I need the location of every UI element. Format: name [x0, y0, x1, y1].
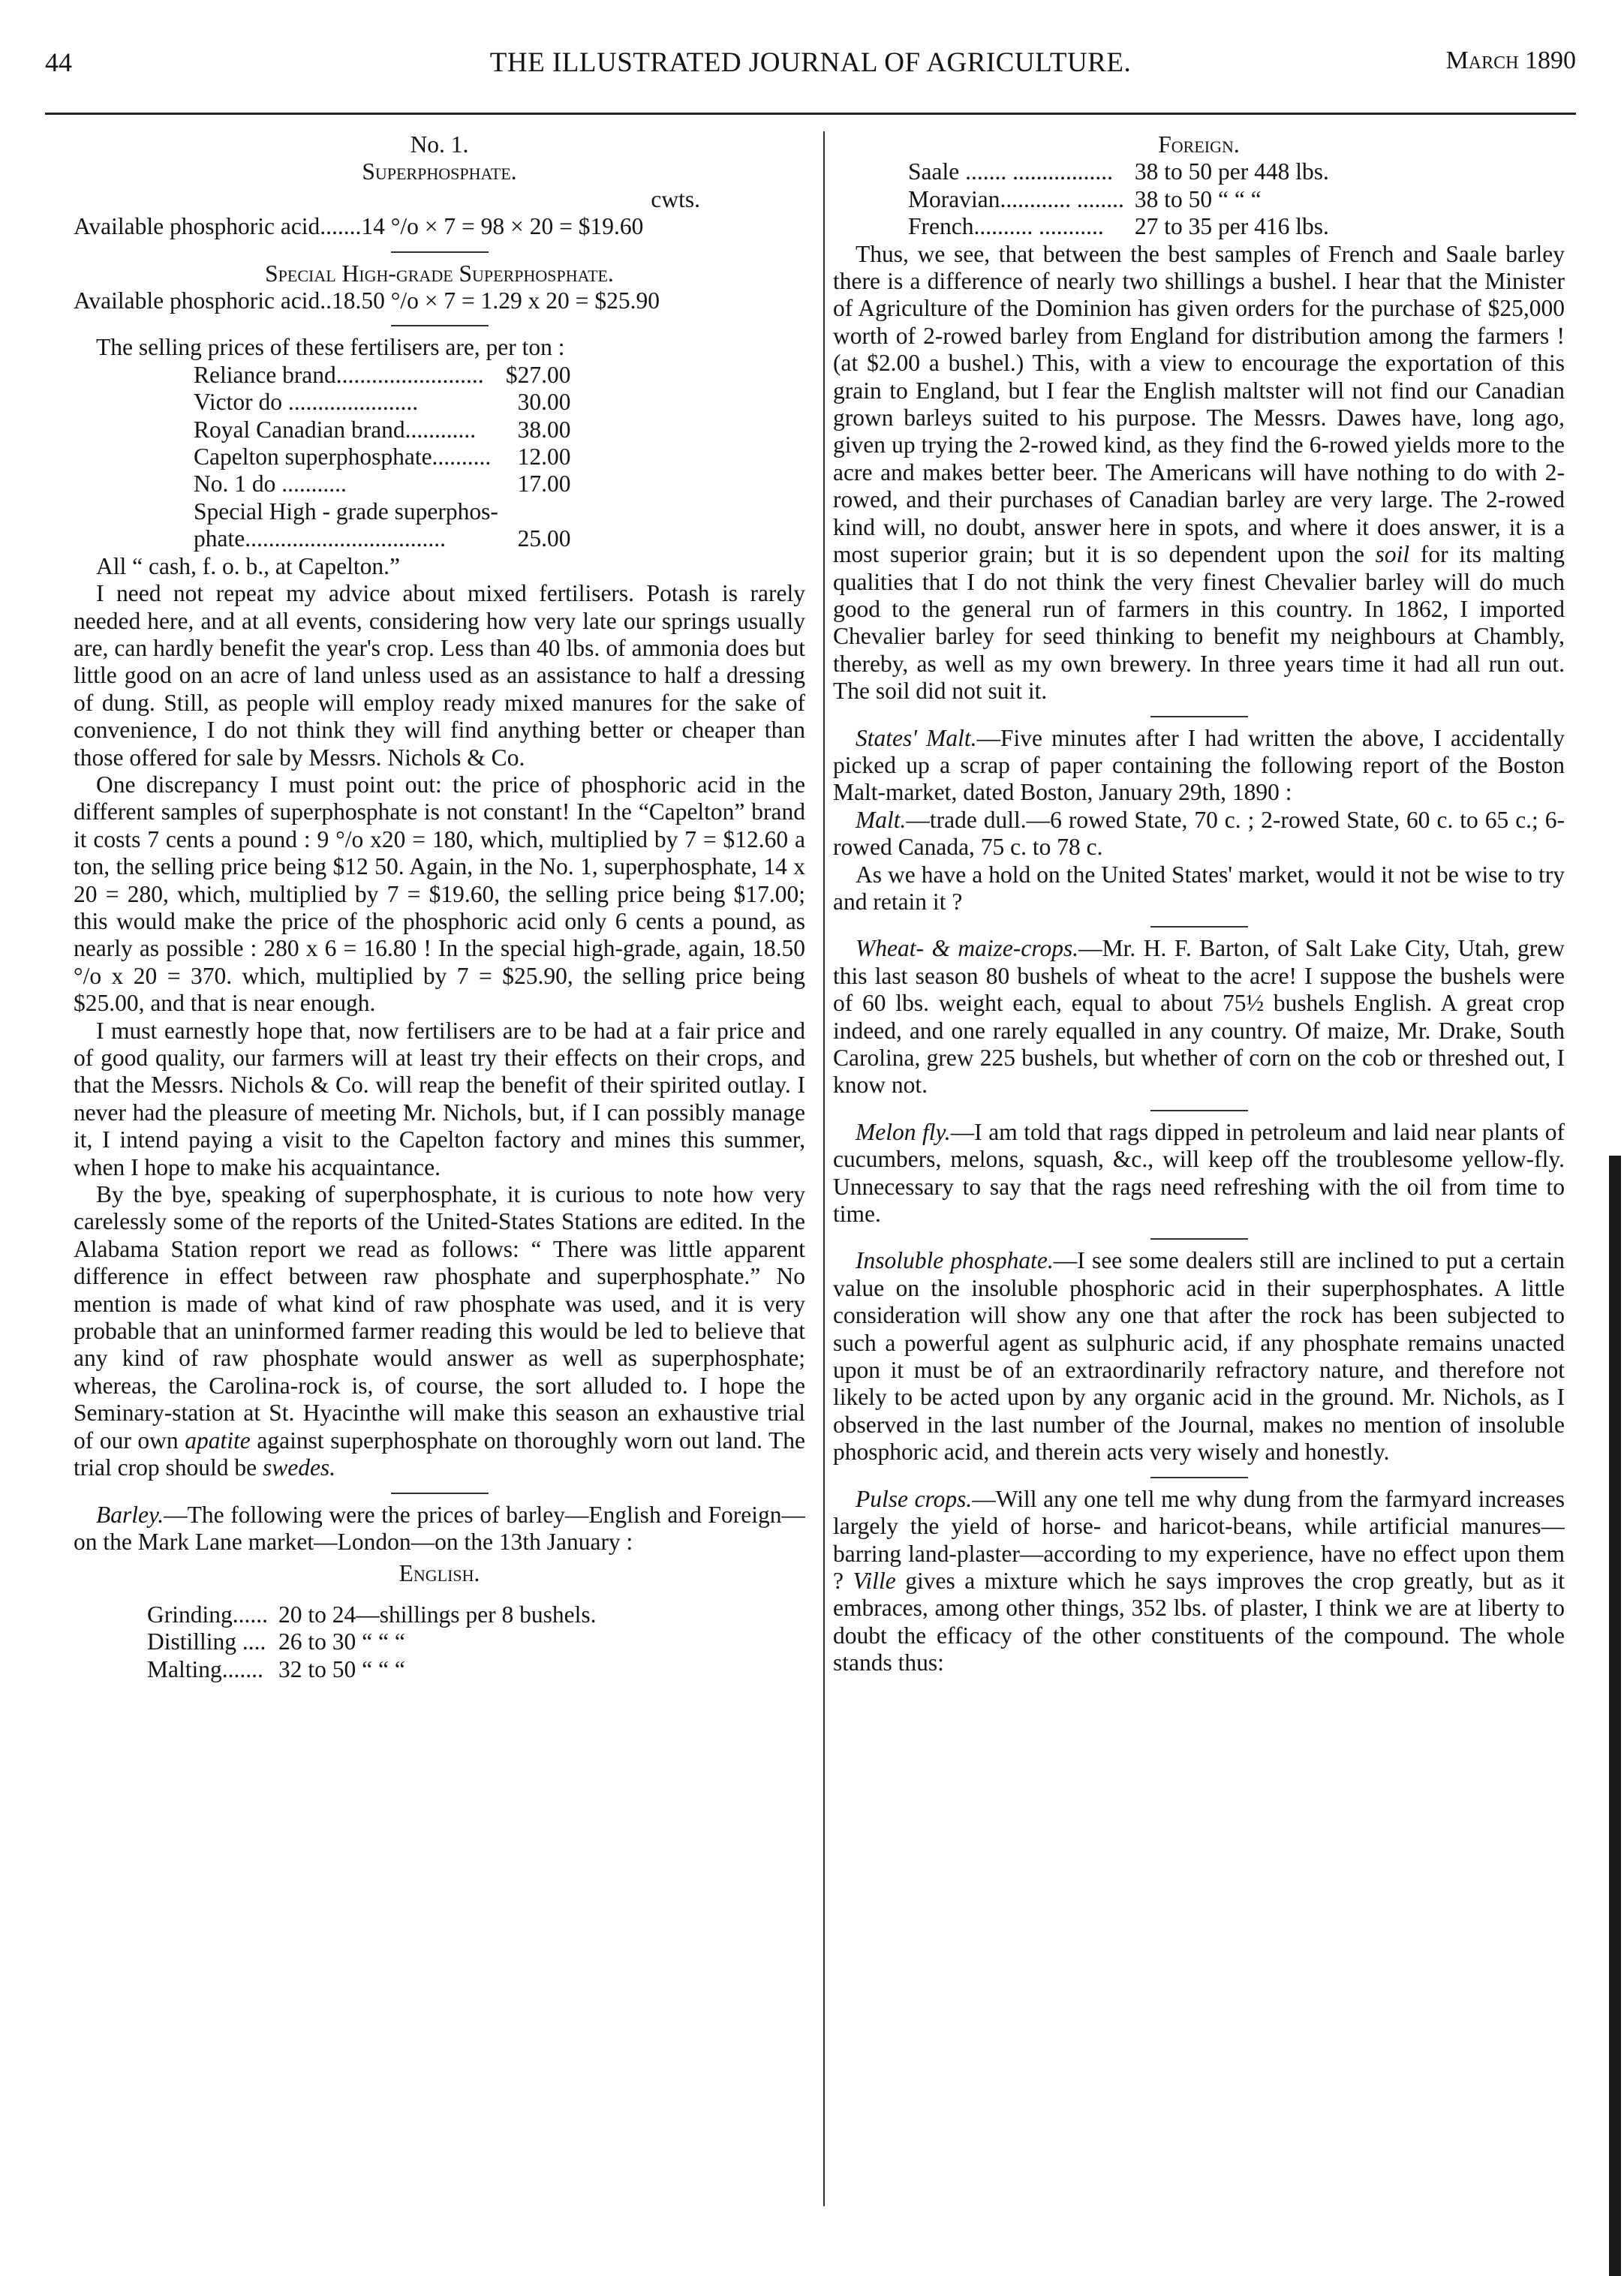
brand-name: Victor do ......................: [194, 389, 419, 416]
text-run: Thus, we see, that between the best samples of French and Saale barley there is a difference of nearly two shillings a bushel. I hear that the Minister of Agriculture of the Dominion has given orders for the purchase of $25,000 worth of 2-rowed barley from England for distribution among the farmers ! (at $2.00 a bushel.) This, with a view to encourage the exportation of this grain to England, but I fear the English maltster will not find our Canadian grown barleys suited to his purpose. The Messrs. Dawes have, long ago, given up trying the 2-rowed kind, as they find the 6-rowed yields more to the acre and makes better beer. The Americans will have nothing to do with 2-rowed, and their purchases of Canadian barley are very large. The 2-rowed kind will, no doubt, answer here in spots, and where it does answer, it is a most superior grain; but it is so dependent upon the: [833, 240, 1565, 568]
text-run: —I see some dealers still are inclined to put a certain value on the insoluble phosphoric acid in their superphosphates. A little consideration will show any one that after the rock has been subjected to such a powerful agent as sulphuric acid, if any phosphate remains unacted upon it must be of an extraordinarily refractory nature, and therefore not likely to be acted upon by any organic acid in the ground. Mr. Nichols, as I observed in the last number of the Journal, makes no mention of insoluble phosphoric acid, and therein acts very wisely and honestly.: [833, 1247, 1565, 1466]
page-number: 44: [45, 47, 72, 77]
section-rule: [1150, 926, 1248, 928]
brand-price: 25.00: [517, 525, 571, 552]
section-title: Pulse crops.: [856, 1485, 973, 1512]
text-run: swedes.: [262, 1454, 336, 1481]
section-rule: [1150, 716, 1248, 717]
column-divider: [823, 131, 825, 2206]
text-run: —The following were the prices of barley—English and Foreign—on the Mark Lane market—London—on the 13th January :: [74, 1501, 805, 1555]
table-row: [194, 416, 571, 443]
paragraph: One discrepancy I must point out: the price of phosphoric acid in the different samples of superphosphate is not constant! In the “Capelton” brand it costs 7 cents a pound : 9 °/o x20 = 180, which, multiplied by 7 = $12.60 a ton, the selling price being $12 50. Again, in the No. 1, superphosphate, 14 x 20 = 280, which, multiplied by 7 = $19.60, the selling price being $17.00; this would make the price of the phosphoric acid only 6 cents a pound, as nearly as possible : 280 x 6 = 16.80 ! In the special high-grade, again, 18.50 °/o x 20 = 370. which, multiplied by 7 = $25.90, the selling price being $25.00, and that is near enough.: [74, 771, 805, 1017]
text-run: soil: [1375, 541, 1410, 568]
text-run: —Five minutes after I had written the above, I accidentally picked up a scrap of paper containing the following report of the Boston Malt-market, dated Boston, January 29th, 1890 :: [833, 724, 1565, 806]
no1-heading: No. 1.: [410, 131, 469, 158]
left-column: [74, 131, 805, 2232]
header-rule: [45, 113, 1576, 115]
special-formula: Available phosphoric acid..18.50 °/o × 7 = 1.29 x 20 = $25.90: [74, 287, 660, 314]
brand-price: [498, 498, 571, 525]
grade-range: 32 to 50 “ “ “: [278, 1655, 405, 1682]
grade-range: 38 to 50 “ “ “: [1134, 185, 1262, 212]
no1-formula: Available phosphoric acid.......14 °/o × 7 = 98 × 20 = $19.60: [74, 213, 644, 240]
paragraph: As we have a hold on the United States' market, would it not be wise to try and retain it ?: [833, 861, 1565, 915]
melon-fly-paragraph: [833, 1119, 1565, 1228]
grade-name: Distilling ....: [147, 1628, 266, 1655]
brand-name: Reliance brand.........................: [194, 361, 484, 388]
text-run: Ville: [853, 1567, 896, 1594]
fertiliser-price-table: [194, 362, 571, 553]
foreign-heading: Foreign.: [1158, 131, 1240, 158]
malt-report: [833, 807, 1565, 861]
table-row: [194, 525, 571, 552]
english-barley-table: [147, 1601, 597, 1683]
superphosphate-heading: Superphosphate.: [362, 158, 517, 185]
grade-range: 20 to 24—shillings per 8 bushels.: [278, 1601, 597, 1628]
text-run: apatite: [185, 1427, 251, 1454]
text-run: against superphosphate on thoroughly worn out land. The trial crop should be: [74, 1427, 805, 1481]
table-row: [194, 471, 571, 498]
brand-name: Capelton superphosphate..........: [194, 443, 492, 471]
table-row: [908, 158, 1329, 185]
cash-note: All “ cash, f. o. b., at Capelton.”: [96, 552, 401, 579]
grade-range: 38 to 50 per 448 lbs.: [1134, 158, 1329, 185]
text-run: —I am told that rags dipped in petroleum and laid near plants of cucumbers, melons, squash, &c., will keep off the troublesome yellow-fly. Unnecessary to say that the rags need refreshing with the oil from time to time.: [833, 1118, 1565, 1228]
section-rule: [391, 325, 489, 326]
table-row: [194, 498, 571, 525]
section-rule: [1150, 1110, 1248, 1111]
grade-name: Moravian............ ........: [908, 185, 1124, 212]
foreign-barley-table: [908, 158, 1329, 240]
prices-intro: The selling prices of these fertilisers are, per ton :: [96, 334, 565, 361]
section-title: Insoluble phosphate.: [856, 1247, 1054, 1274]
grade-range: 27 to 35 per 416 lbs.: [1134, 213, 1329, 240]
table-row: [194, 389, 571, 416]
brand-price: 30.00: [517, 389, 571, 416]
brand-name: Royal Canadian brand............: [194, 416, 477, 443]
grade-name: Saale ....... .................: [908, 158, 1113, 185]
table-row: [194, 362, 571, 389]
insoluble-phosphate-paragraph: [833, 1247, 1565, 1466]
text-run: —Will any one tell me why dung from the farmyard increases largely the yield of horse- and haricot-beans, while artificial manures—barring land-plaster—according to my experience, have no effect upon them ?: [833, 1485, 1565, 1594]
table-row: [908, 186, 1329, 213]
paragraph: I must earnestly hope that, now fertilisers are to be had at a fair price and of good quality, our farmers will at least try their effects on their crops, and that the Messrs. Nichols & Co. will reap the benefit of their spirited outlay. I never had the pleasure of meeting Mr. Nichols, but, if I can possibly manage it, I intend paying a visit to the Capelton factory and mines this summer, when I hope to make his acquaintance.: [74, 1017, 805, 1180]
page-edge-shadow: [1609, 1156, 1621, 2276]
brand-price: $27.00: [505, 361, 571, 388]
text-run: for its malting qualities that I do not think the very finest Chevalier barley will do much good to the general run of farmers in this country. In 1862, I imported Chevalier barley for seed thinking to benefit my neighbours at Chambly, thereby, as well as my own brewery. In three years time it had all run out. The soil did not suit it.: [833, 541, 1565, 705]
special-heading: Special High-grade Superphosphate.: [265, 260, 614, 287]
table-row: [147, 1601, 597, 1628]
grade-name: French.......... ...........: [908, 213, 1104, 240]
section-rule: [1150, 1238, 1248, 1240]
section-title: Malt.: [856, 806, 907, 833]
section-title: Melon fly.: [856, 1118, 951, 1145]
section-title: Barley.: [96, 1501, 164, 1528]
table-row: [147, 1656, 597, 1683]
brand-price: 38.00: [517, 416, 571, 443]
page-header: [45, 47, 1576, 92]
grade-name: Malting.......: [147, 1655, 263, 1682]
table-row: [147, 1628, 597, 1655]
text-run: By the bye, speaking of superphosphate, it is curious to note how very carelessly some of the reports of the United-States Stations are edited. In the Alabama Station report we read as follows: “ There was little apparent difference in effect between raw phosphate and superphosphate.” No mention is made of what kind of raw phosphate was used, and it is very probable that an uninformed farmer reading this would be led to believe that any kind of raw phosphate would answer as well as superphosphate; whereas, the Carolina-rock is, of course, the sort alluded to. I hope the Seminary-station at St. Hyacinthe will make this season an exhaustive trial of our own: [74, 1181, 805, 1454]
table-row: [908, 213, 1329, 240]
paragraph: [833, 241, 1565, 705]
grade-range: 26 to 30 “ “ “: [278, 1628, 405, 1655]
section-rule: [1150, 1477, 1248, 1478]
section-title: Wheat- & maize-crops.: [856, 935, 1079, 962]
brand-name: No. 1 do ...........: [194, 471, 347, 498]
section-rule: [391, 251, 489, 253]
wheat-maize-paragraph: [833, 935, 1565, 1099]
table-row: [194, 443, 571, 471]
barley-paragraph: [74, 1502, 805, 1556]
journal-title: THE ILLUSTRATED JOURNAL OF AGRICULTURE.: [489, 47, 1132, 78]
states-malt-paragraph: [833, 725, 1565, 807]
right-column: [833, 131, 1565, 2232]
english-heading: English.: [398, 1560, 480, 1587]
paragraph: I need not repeat my advice about mixed fertilisers. Potash is rarely needed here, and at all events, considering how very late our springs usually are, can hardly benefit the year's crop. Less than 40 lbs. of ammonia does but little good on an acre of land unless used as an assistance to half a dressing of dung. Still, as people will employ ready mixed manures for the sake of convenience, I do not think they will find anything better or cheaper than those offered for sale by Messrs. Nichols & Co.: [74, 580, 805, 771]
brand-price: 12.00: [517, 443, 571, 471]
paragraph: [74, 1181, 805, 1481]
text-run: —trade dull.—6 rowed State, 70 c. ; 2-rowed State, 60 c. to 65 c.; 6-rowed Canada, 75 c. to 78 c.: [833, 806, 1565, 861]
section-title: States' Malt.: [856, 724, 977, 751]
brand-name: phate..................................: [194, 525, 446, 552]
section-rule: [391, 1493, 489, 1494]
text-run: gives a mixture which he says improves the crop greatly, but as it embraces, among other things, 352 lbs. of plaster, I think we are at liberty to doubt the efficacy of the other constituents of the compound. The whole stands thus:: [833, 1567, 1565, 1676]
brand-name: Special High - grade superphos-: [194, 498, 498, 525]
cwts-label: cwts.: [651, 185, 700, 212]
issue-date: March 1890: [1445, 47, 1576, 74]
brand-price: 17.00: [517, 471, 571, 498]
text-run: —Mr. H. F. Barton, of Salt Lake City, Utah, grew this last season 80 bushels of wheat to the acre! I suppose the bushels were of 60 lbs. weight each, equal to about 75½ bushels English. A great crop indeed, and one rarely equalled in any country. Of maize, Mr. Drake, South Carolina, grew 225 bushels, but whether of corn on the cob or threshed out, I know not.: [833, 935, 1565, 1099]
pulse-crops-paragraph: [833, 1486, 1565, 1677]
grade-name: Grinding......: [147, 1601, 268, 1628]
